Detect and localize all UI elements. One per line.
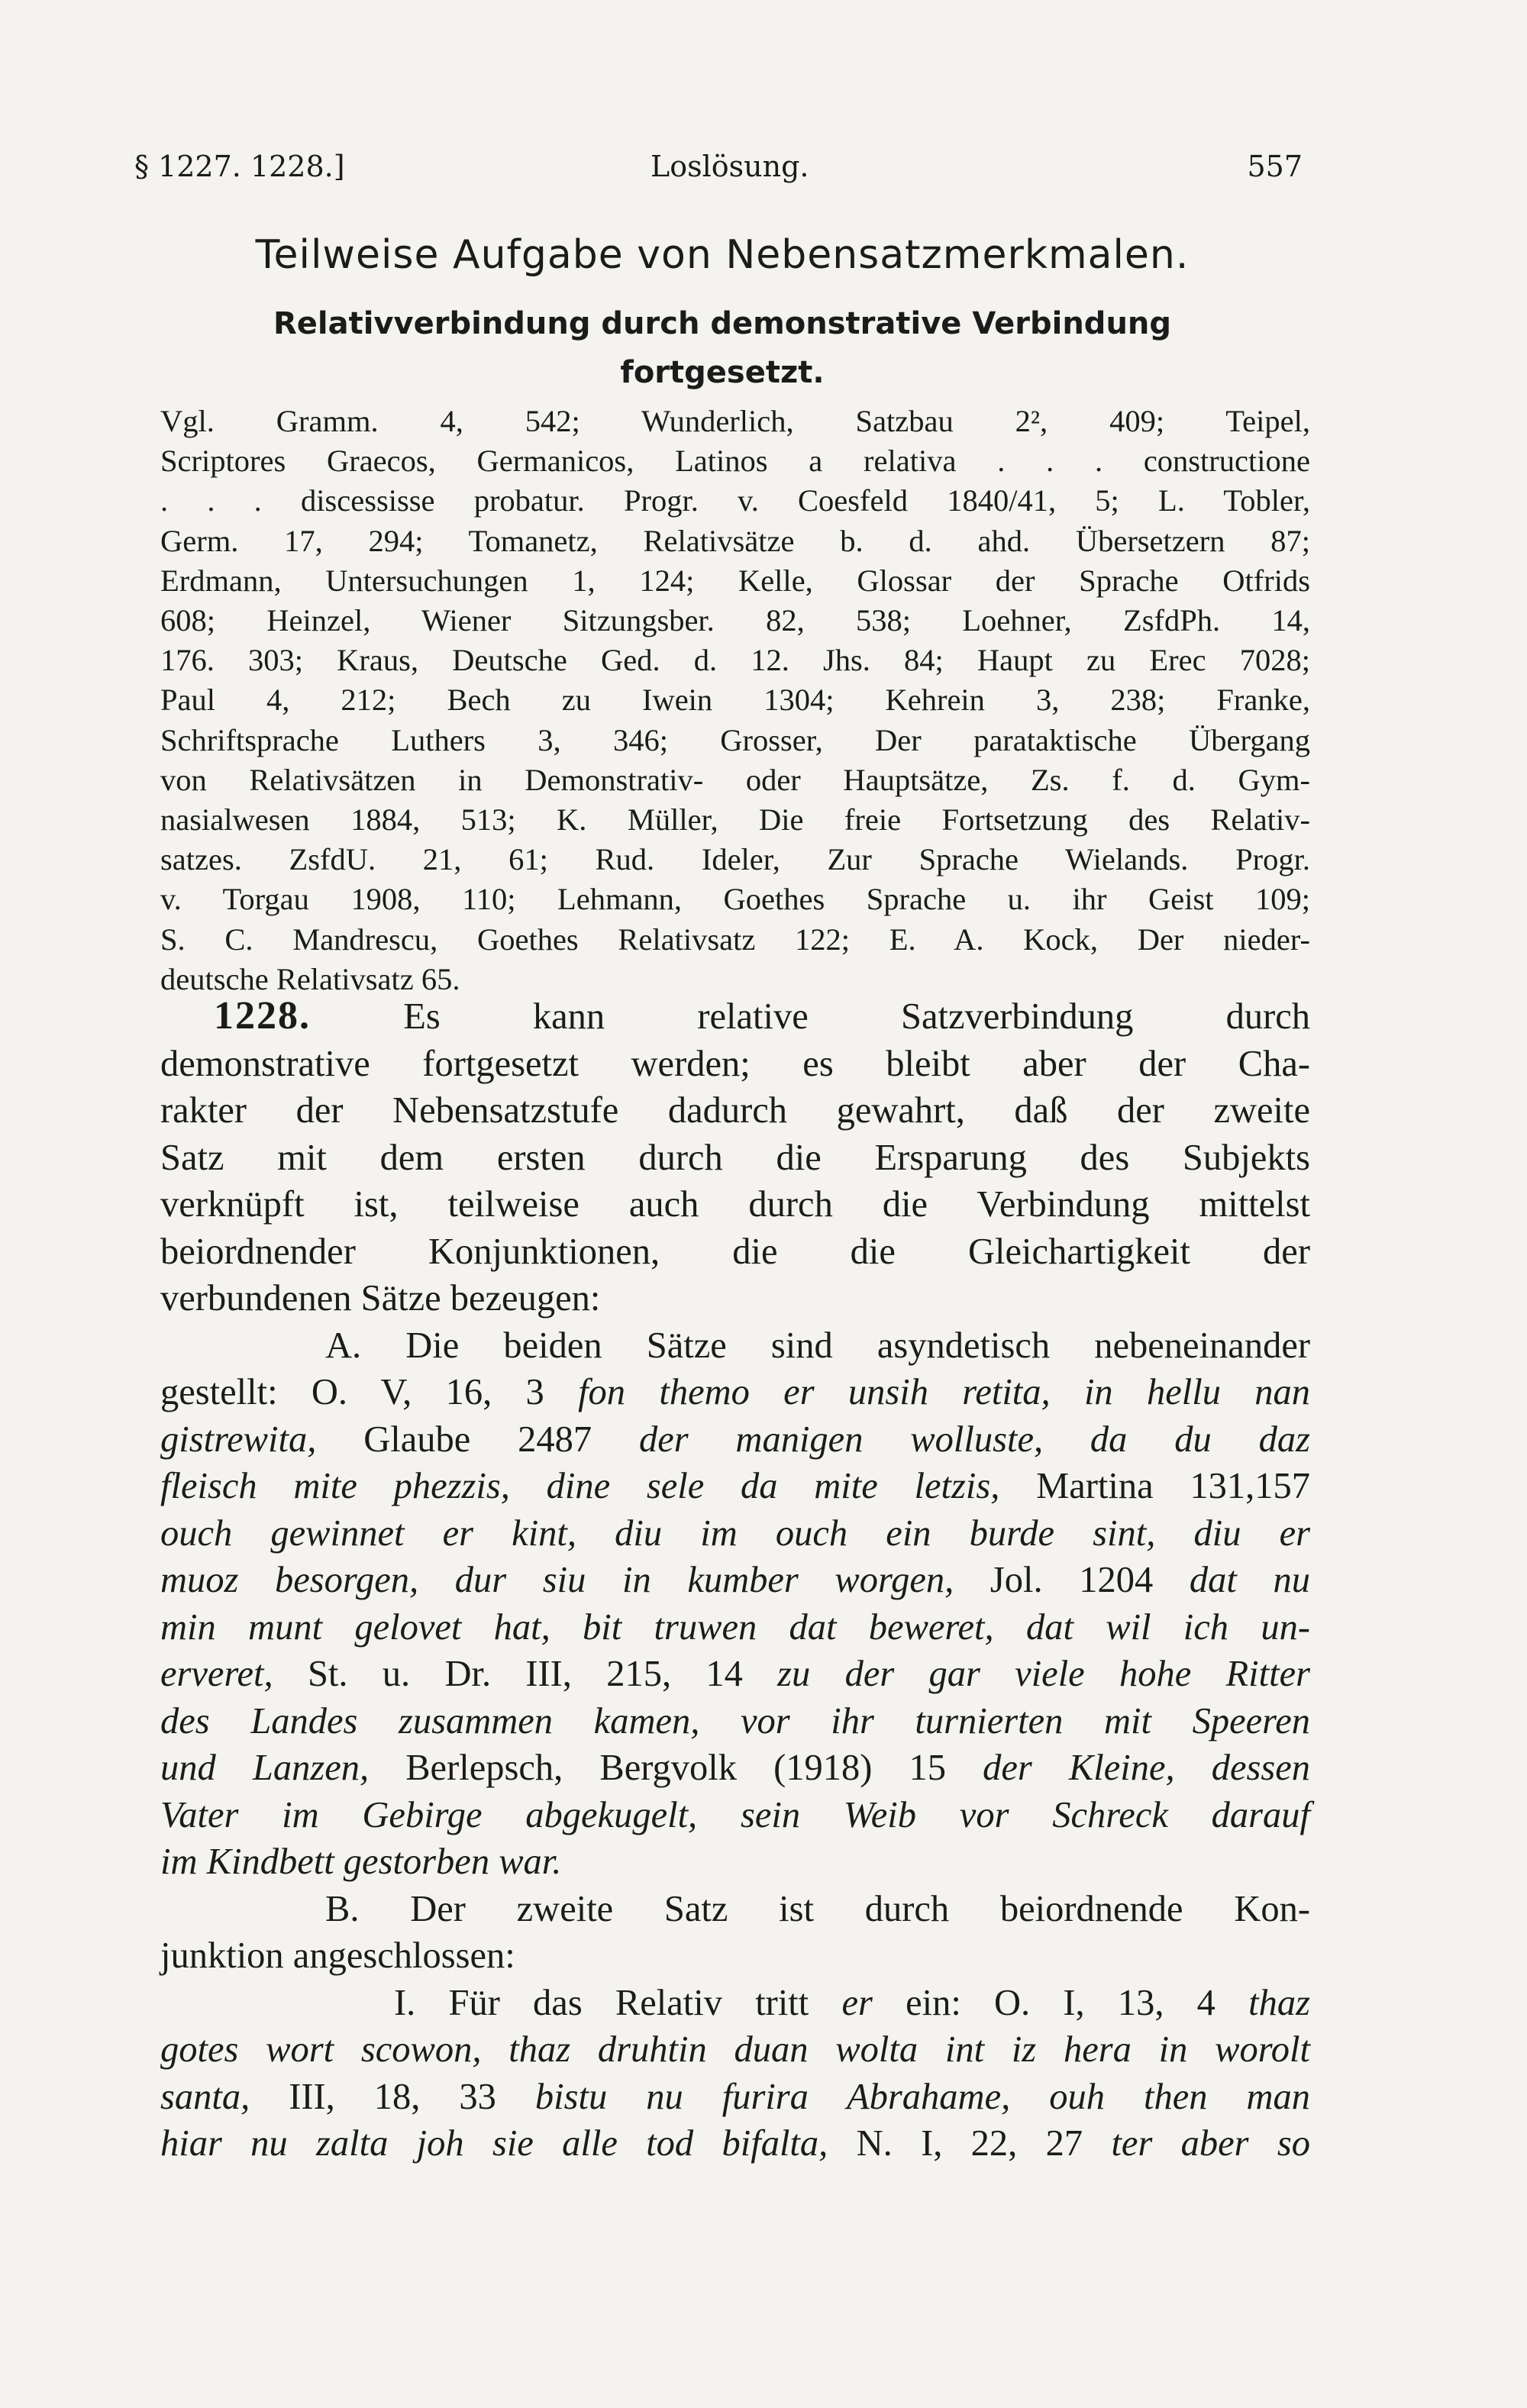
section-a-line: A. Die beiden Sätze sind asyndetisch nebeneinander <box>325 1325 1310 1366</box>
literature-line: Vgl. Gramm. 4, 542; Wunderlich, Satzbau 2², 409; Teipel, <box>160 404 1310 438</box>
section-b-line: B. Der zweite Satz ist durch beiordnende Kon- <box>325 1888 1310 1929</box>
literature-line: Scriptores Graecos, Germanicos, Latinos a relativa . . . constructione <box>160 444 1310 479</box>
section-a-line: Vater im Gebirge abgekugelt, sein Weib vor Schreck darauf <box>160 1794 1310 1835</box>
section-i-line: hiar nu zalta joh sie alle tod bifalta, N. I, 22, 27 ter aber so <box>160 2123 1310 2164</box>
section-a-line: im Kindbett gestorben war. <box>160 1842 562 1882</box>
chapter-title: Teilweise Aufgabe von Nebensatzmerkmalen. <box>255 232 1190 278</box>
section-i-line: santa, III, 18, 33 bistu nu furira Abrahame, ouh then man <box>160 2076 1310 2117</box>
literature-line: satzes. ZsfdU. 21, 61; Rud. Ideler, Zur Sprache Wielands. Progr. <box>160 842 1310 877</box>
section-a-line: und Lanzen, Berlepsch, Bergvolk (1918) 15 der Kleine, dessen <box>160 1748 1310 1788</box>
paragraph-number: 1228. <box>214 994 311 1038</box>
section-i-line: I. Für das Relativ tritt er ein: O. I, 13, 4 thaz <box>394 1982 1310 2023</box>
literature-line: . . . discessisse probatur. Progr. v. Coesfeld 1840/41, 5; L. Tobler, <box>160 483 1310 518</box>
paragraph-1228-line: verknüpft ist, teilweise auch durch die Verbindung mittelst <box>160 1184 1310 1225</box>
chapter-subtitle <box>134 299 1310 397</box>
page-number: 557 <box>1247 150 1303 183</box>
main-text <box>160 993 1310 2168</box>
section-a-line: ouch gewinnet er kint, diu im ouch ein burde sint, diu er <box>160 1512 1310 1554</box>
literature-line: v. Torgau 1908, 110; Lehmann, Goethes Sprache u. ihr Geist 109; <box>160 882 1310 917</box>
section-b-line: junktion angeschlossen: <box>160 1935 515 1976</box>
subtitle-line: Relativverbindung durch demonstrative Verbindung <box>273 306 1172 341</box>
section-a-line: gestellt: O. V, 16, 3 fon themo er unsih retita, in hellu nan <box>160 1372 1310 1412</box>
paragraph-1228-line: beiordnender Konjunktionen, die die Gleichartigkeit der <box>160 1231 1310 1272</box>
section-i-line: gotes wort scowon, thaz druhtin duan wolta int iz hera in worolt <box>160 2029 1310 2070</box>
paragraph-1228-line: demonstrative fortgesetzt werden; es bleibt aber der Cha- <box>160 1043 1310 1084</box>
paragraph-1228-line: rakter der Nebensatzstufe dadurch gewahrt, daß der zweite <box>160 1090 1310 1131</box>
literature-line: Erdmann, Untersuchungen 1, 124; Kelle, Glossar der Sprache Otfrids <box>160 563 1310 598</box>
section-a-line: fleisch mite phezzis, dine sele da mite letzis, Martina 131,157 <box>160 1466 1310 1506</box>
section-a-line: min munt gelovet hat, bit truwen dat beweret, dat wil ich un- <box>160 1606 1310 1648</box>
literature-line: nasialwesen 1884, 513; K. Müller, Die freie Fortsetzung des Relativ- <box>160 802 1310 838</box>
literature-line: Paul 4, 212; Bech zu Iwein 1304; Kehrein 3, 238; Franke, <box>160 683 1310 718</box>
subtitle-line: fortgesetzt. <box>620 355 825 390</box>
literature-line: 608; Heinzel, Wiener Sitzungsber. 82, 538; Loehner, ZsfdPh. 14, <box>160 603 1310 638</box>
paragraph-1228-line: 1228. Es kann relative Satzverbindung durch <box>214 994 1310 1038</box>
section-a-line: muoz besorgen, dur siu in kumber worgen, Jol. 1204 dat nu <box>160 1560 1310 1600</box>
literature-line: S. C. Mandrescu, Goethes Relativsatz 122; E. A. Kock, Der nieder- <box>160 922 1310 957</box>
section-a-line: des Landes zusammen kamen, vor ihr turnierten mit Speeren <box>160 1700 1310 1741</box>
paragraph-1228-line: Satz mit dem ersten durch die Ersparung des Subjekts <box>160 1137 1310 1178</box>
page-header <box>134 150 1303 195</box>
literature-line: 176. 303; Kraus, Deutsche Ged. d. 12. Jhs. 84; Haupt zu Erec 7028; <box>160 643 1310 678</box>
section-reference: § 1227. 1228.] <box>134 150 345 183</box>
running-title: Loslösung. <box>651 150 809 183</box>
paragraph-1228-line: verbundenen Sätze bezeugen: <box>160 1278 601 1319</box>
section-a-line: erveret, St. u. Dr. III, 215, 14 zu der gar viele hohe Ritter <box>160 1654 1310 1694</box>
literature-line: von Relativsätzen in Demonstrativ- oder Hauptsätze, Zs. f. d. Gym- <box>160 762 1310 797</box>
literature-line: Germ. 17, 294; Tomanetz, Relativsätze b. d. ahd. Übersetzern 87; <box>160 523 1310 558</box>
literature-references <box>160 402 1310 999</box>
section-a-line: gistrewita, Glaube 2487 der manigen wolluste, da du daz <box>160 1419 1310 1460</box>
literature-line: deutsche Relativsatz 65. <box>160 961 460 996</box>
literature-line: Schriftsprache Luthers 3, 346; Grosser, Der parataktische Übergang <box>160 722 1310 757</box>
